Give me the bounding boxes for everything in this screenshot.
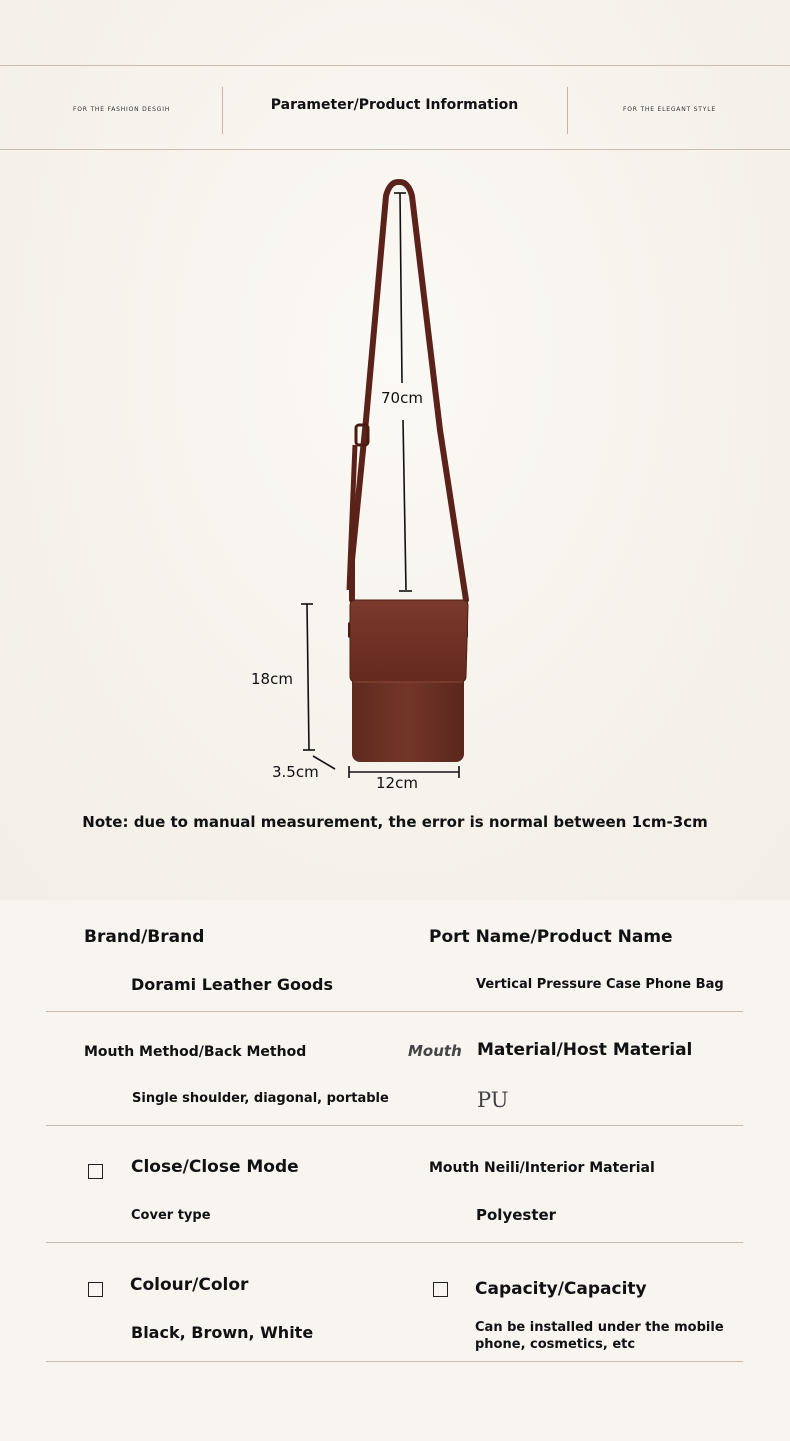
- capacity-value-line2: phone, cosmetics, etc: [475, 1337, 636, 1352]
- color-label: Colour/Color: [130, 1275, 249, 1295]
- capacity-value: [475, 1319, 735, 1353]
- header-top-rule: [0, 65, 790, 66]
- checkbox-close-mode[interactable]: [88, 1164, 103, 1179]
- width-label: 12cm: [376, 774, 418, 792]
- material-value: PU: [477, 1088, 509, 1112]
- close-mode-value: Cover type: [131, 1208, 211, 1223]
- depth-label: 3.5cm: [272, 763, 319, 781]
- header-divider-right: [567, 87, 568, 134]
- method-label: Mouth Method/Back Method: [84, 1044, 307, 1060]
- interior-material-label: Mouth Neili/Interior Material: [429, 1160, 655, 1176]
- strap-measure-line-top: [400, 193, 402, 383]
- capacity-label: Capacity/Capacity: [475, 1279, 647, 1299]
- method-value: Single shoulder, diagonal, portable: [132, 1091, 389, 1106]
- checkbox-capacity[interactable]: [433, 1282, 448, 1297]
- brand-value: Dorami Leather Goods: [131, 975, 333, 994]
- row-separator: [46, 1361, 743, 1362]
- mouth-tag: Mouth: [408, 1042, 462, 1060]
- strap-measure-line-bottom: [403, 420, 406, 590]
- checkbox-color[interactable]: [88, 1282, 103, 1297]
- header-right-tag: FOR THE ELEGANT STYLE: [623, 106, 716, 113]
- measurement-note: Note: due to manual measurement, the error is normal between 1cm-3cm: [82, 813, 708, 831]
- row-separator: [46, 1125, 743, 1126]
- capacity-value-line1: Can be installed under the mobile: [475, 1320, 724, 1335]
- product-name-label: Port Name/Product Name: [429, 927, 673, 947]
- bag-illustration: [0, 150, 790, 810]
- page-title: Parameter/Product Information: [270, 97, 519, 113]
- row-separator: [46, 1242, 743, 1243]
- height-label: 18cm: [251, 670, 293, 688]
- height-measure-line: [307, 604, 309, 750]
- strap-length-label: 70cm: [381, 389, 423, 407]
- row-separator: [46, 1011, 743, 1012]
- interior-material-value: Polyester: [476, 1206, 557, 1224]
- product-name-value: Vertical Pressure Case Phone Bag: [476, 977, 724, 992]
- close-mode-label: Close/Close Mode: [131, 1157, 299, 1177]
- header-left-tag: FOR THE FASHION DESGIH: [73, 106, 171, 113]
- bag-flap: [350, 600, 468, 682]
- material-label: Material/Host Material: [477, 1040, 693, 1060]
- brand-label: Brand/Brand: [84, 927, 205, 947]
- color-value: Black, Brown, White: [131, 1323, 314, 1342]
